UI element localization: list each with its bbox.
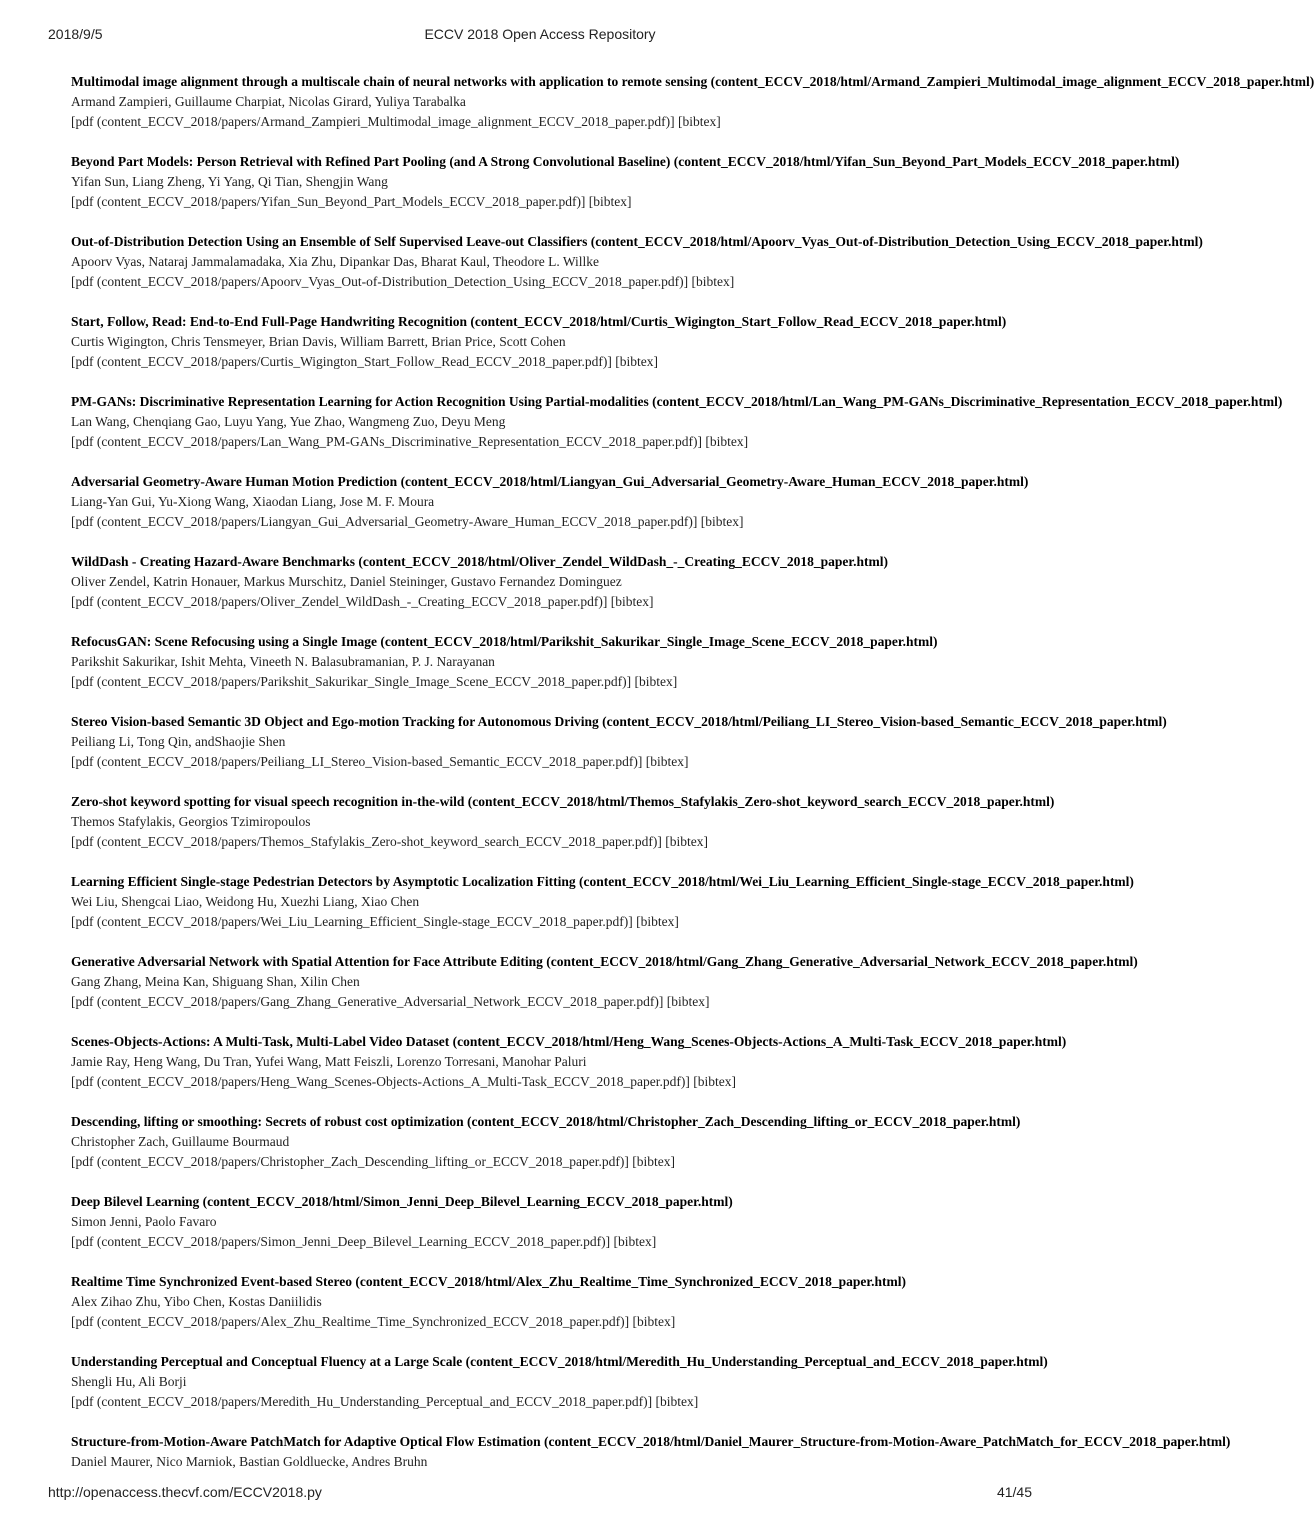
paper-pdf-bibtex-links[interactable]: [pdf (content_ECCV_2018/papers/Christopher_Zach_Descending_lifting_or_ECCV_2018_paper.pdf)] [bibtex] [71,1154,675,1169]
paper-authors: Alex Zihao Zhu, Yibo Chen, Kostas Daniilidis [71,1294,322,1309]
paper-list [71,72,1314,1512]
paper-pdf-bibtex-links[interactable]: [pdf (content_ECCV_2018/papers/Yifan_Sun_Beyond_Part_Models_ECCV_2018_paper.pdf)] [bibtex] [71,194,632,209]
paper-entry [71,472,1033,552]
paper-title-link[interactable]: Stereo Vision-based Semantic 3D Object and Ego-motion Tracking for Autonomous Driving (content_ECCV_2018/html/Peiliang_LI_Stereo_Vision-based_Semantic_ECCV_2018_paper.html) [71,714,1167,729]
paper-pdf-bibtex-links[interactable]: [pdf (content_ECCV_2018/papers/Alex_Zhu_Realtime_Time_Synchronized_ECCV_2018_paper.pdf)] [bibtex] [71,1314,676,1329]
paper-pdf-bibtex-links[interactable]: [pdf (content_ECCV_2018/papers/Curtis_Wigington_Start_Follow_Read_ECCV_2018_paper.pdf)] [bibtex] [71,354,658,369]
paper-entry [71,952,1138,1032]
print-date: 2018/9/5 [48,26,103,42]
paper-entry [71,1032,1067,1112]
paper-title-link[interactable]: Deep Bilevel Learning (content_ECCV_2018/html/Simon_Jenni_Deep_Bilevel_Learning_ECCV_2018_paper.html) [71,1194,733,1209]
paper-title-link[interactable]: Understanding Perceptual and Conceptual Fluency at a Large Scale (content_ECCV_2018/html/Meredith_Hu_Understanding_Perceptual_and_ECCV_2018_paper.html) [71,1354,1048,1369]
paper-pdf-bibtex-links[interactable]: [pdf (content_ECCV_2018/papers/Wei_Liu_Learning_Efficient_Single-stage_ECCV_2018_paper.pdf)] [bibtex] [71,914,679,929]
paper-pdf-bibtex-links[interactable]: [pdf (content_ECCV_2018/papers/Simon_Jenni_Deep_Bilevel_Learning_ECCV_2018_paper.pdf)] [bibtex] [71,1234,657,1249]
paper-authors: Curtis Wigington, Chris Tensmeyer, Brian Davis, William Barrett, Brian Price, Scott Cohen [71,334,566,349]
paper-title-link[interactable]: RefocusGAN: Scene Refocusing using a Single Image (content_ECCV_2018/html/Parikshit_Sakurikar_Single_Image_Scene_ECCV_2018_paper.html) [71,634,938,649]
paper-authors: Liang-Yan Gui, Yu-Xiong Wang, Xiaodan Liang, Jose M. F. Moura [71,494,435,509]
paper-pdf-bibtex-links[interactable]: [pdf (content_ECCV_2018/papers/Liangyan_Gui_Adversarial_Geometry-Aware_Human_ECCV_2018_paper.pdf)] [bibtex] [71,514,744,529]
paper-pdf-bibtex-links[interactable]: [pdf (content_ECCV_2018/papers/Parikshit_Sakurikar_Single_Image_Scene_ECCV_2018_paper.pdf)] [bibtex] [71,674,678,689]
paper-title-link[interactable]: Generative Adversarial Network with Spatial Attention for Face Attribute Editing (content_ECCV_2018/html/Gang_Zhang_Generative_Adversarial_Network_ECCV_2018_paper.html) [71,954,1138,969]
paper-authors: Oliver Zendel, Katrin Honauer, Markus Murschitz, Daniel Steininger, Gustavo Fernandez Dominguez [71,574,622,589]
paper-entry [71,552,1033,632]
paper-pdf-bibtex-links[interactable]: [pdf (content_ECCV_2018/papers/Gang_Zhang_Generative_Adversarial_Network_ECCV_2018_paper.pdf)] [bibtex] [71,994,710,1009]
paper-pdf-bibtex-links[interactable]: [pdf (content_ECCV_2018/papers/Themos_Stafylakis_Zero-shot_keyword_search_ECCV_2018_paper.pdf)] [bibtex] [71,834,708,849]
paper-title-link[interactable]: Scenes-Objects-Actions: A Multi-Task, Multi-Label Video Dataset (content_ECCV_2018/html/Heng_Wang_Scenes-Objects-Actions_A_Multi-Task_ECCV_2018_paper.html) [71,1034,1067,1049]
paper-entry [71,1112,1033,1192]
paper-title-link[interactable]: Start, Follow, Read: End-to-End Full-Page Handwriting Recognition (content_ECCV_2018/html/Curtis_Wigington_Start_Follow_Read_ECCV_2018_paper.html) [71,314,1007,329]
paper-pdf-bibtex-links[interactable]: [pdf (content_ECCV_2018/papers/Oliver_Zendel_WildDash_-_Creating_ECCV_2018_paper.pdf)] [bibtex] [71,594,654,609]
paper-pdf-bibtex-links[interactable]: [pdf (content_ECCV_2018/papers/Heng_Wang_Scenes-Objects-Actions_A_Multi-Task_ECCV_2018_paper.pdf)] [bibtex] [71,1074,736,1089]
paper-entry [71,312,1033,392]
page-title: ECCV 2018 Open Access Repository [424,26,656,42]
paper-authors: Yifan Sun, Liang Zheng, Yi Yang, Qi Tian, Shengjin Wang [71,174,388,189]
paper-entry [71,152,1180,232]
paper-title-link[interactable]: Zero-shot keyword spotting for visual speech recognition in-the-wild (content_ECCV_2018/html/Themos_Stafylakis_Zero-shot_keyword_search_ECCV_2018_paper.html) [71,794,1055,809]
paper-entry [71,1352,1048,1432]
paper-authors: Armand Zampieri, Guillaume Charpiat, Nicolas Girard, Yuliya Tarabalka [71,94,466,109]
paper-entry [71,392,1283,472]
print-header [48,26,1032,46]
paper-pdf-bibtex-links[interactable]: [pdf (content_ECCV_2018/papers/Lan_Wang_PM-GANs_Discriminative_Representation_ECCV_2018_paper.pdf)] [bibtex] [71,434,749,449]
paper-authors: Themos Stafylakis, Georgios Tzimiropoulos [71,814,311,829]
paper-title-link[interactable]: Structure-from-Motion-Aware PatchMatch for Adaptive Optical Flow Estimation (content_ECCV_2018/html/Daniel_Maurer_Structure-from-Motion-Aware_PatchMatch_for_ECCV_2018_paper.html) [71,1434,1231,1449]
paper-entry [71,632,1033,712]
paper-authors: Jamie Ray, Heng Wang, Du Tran, Yufei Wang, Matt Feiszli, Lorenzo Torresani, Manohar Paluri [71,1054,587,1069]
paper-authors: Apoorv Vyas, Nataraj Jammalamadaka, Xia Zhu, Dipankar Das, Bharat Kaul, Theodore L. Willke [71,254,600,269]
paper-pdf-bibtex-links[interactable]: [pdf (content_ECCV_2018/papers/Armand_Zampieri_Multimodal_image_alignment_ECCV_2018_paper.pdf)] [bibtex] [71,114,721,129]
paper-entry [71,232,1203,312]
paper-pdf-bibtex-links[interactable]: [pdf (content_ECCV_2018/papers/Meredith_Hu_Understanding_Perceptual_and_ECCV_2018_paper.pdf)] [bibtex] [71,1394,699,1409]
paper-authors: Daniel Maurer, Nico Marniok, Bastian Goldluecke, Andres Bruhn [71,1454,428,1469]
paper-entry [71,792,1055,872]
paper-authors: Wei Liu, Shengcai Liao, Weidong Hu, Xuezhi Liang, Xiao Chen [71,894,420,909]
paper-title-link[interactable]: Realtime Time Synchronized Event-based Stereo (content_ECCV_2018/html/Alex_Zhu_Realtime_Time_Synchronized_ECCV_2018_paper.html) [71,1274,906,1289]
paper-authors: Simon Jenni, Paolo Favaro [71,1214,217,1229]
paper-entry [71,712,1167,792]
paper-title-link[interactable]: PM-GANs: Discriminative Representation Learning for Action Recognition Using Partial-modalities (content_ECCV_2018/html/Lan_Wang_PM-GANs_Discriminative_Representation_ECCV_2018_paper.html) [71,394,1283,409]
paper-title-link[interactable]: Learning Efficient Single-stage Pedestrian Detectors by Asymptotic Localization Fitting (content_ECCV_2018/html/Wei_Liu_Learning_Efficient_Single-stage_ECCV_2018_paper.html) [71,874,1134,889]
paper-entry [71,72,1314,152]
paper-pdf-bibtex-links[interactable]: [pdf (content_ECCV_2018/papers/Apoorv_Vyas_Out-of-Distribution_Detection_Using_ECCV_2018_paper.pdf)] [bibtex] [71,274,735,289]
paper-authors: Christopher Zach, Guillaume Bourmaud [71,1134,290,1149]
paper-title-link[interactable]: Adversarial Geometry-Aware Human Motion Prediction (content_ECCV_2018/html/Liangyan_Gui_Adversarial_Geometry-Aware_Human_ECCV_2018_paper.html) [71,474,1029,489]
paper-authors: Lan Wang, Chenqiang Gao, Luyu Yang, Yue Zhao, Wangmeng Zuo, Deyu Meng [71,414,506,429]
paper-title-link[interactable]: Multimodal image alignment through a multiscale chain of neural networks with application to remote sensing (content_ECCV_2018/html/Armand_Zampieri_Multimodal_image_alignment_ECCV_2018_paper.html) [71,74,1314,89]
paper-entry [71,1192,1033,1272]
paper-entry [71,1272,1033,1352]
paper-authors: Peiliang Li, Tong Qin, andShaojie Shen [71,734,286,749]
paper-title-link[interactable]: WildDash - Creating Hazard-Aware Benchmarks (content_ECCV_2018/html/Oliver_Zendel_WildDash_-_Creating_ECCV_2018_paper.html) [71,554,889,569]
paper-authors: Gang Zhang, Meina Kan, Shiguang Shan, Xilin Chen [71,974,360,989]
paper-authors: Shengli Hu, Ali Borji [71,1374,187,1389]
page-url: http://openaccess.thecvf.com/ECCV2018.py [48,1484,322,1500]
page-number: 41/45 [996,1484,1032,1500]
paper-title-link[interactable]: Descending, lifting or smoothing: Secrets of robust cost optimization (content_ECCV_2018/html/Christopher_Zach_Descending_lifting_or_ECCV_2018_paper.html) [71,1114,1021,1129]
paper-title-link[interactable]: Out-of-Distribution Detection Using an Ensemble of Self Supervised Leave-out Classifiers (content_ECCV_2018/html/Apoorv_Vyas_Out-of-Distribution_Detection_Using_ECCV_2018_paper.html) [71,234,1203,249]
paper-title-link[interactable]: Beyond Part Models: Person Retrieval with Refined Part Pooling (and A Strong Convolutional Baseline) (content_ECCV_2018/html/Yifan_Sun_Beyond_Part_Models_ECCV_2018_paper.html) [71,154,1180,169]
paper-entry [71,872,1134,952]
paper-authors: Parikshit Sakurikar, Ishit Mehta, Vineeth N. Balasubramanian, P. J. Narayanan [71,654,495,669]
paper-pdf-bibtex-links[interactable]: [pdf (content_ECCV_2018/papers/Peiliang_LI_Stereo_Vision-based_Semantic_ECCV_2018_paper.pdf)] [bibtex] [71,754,689,769]
print-footer [48,1484,1032,1504]
